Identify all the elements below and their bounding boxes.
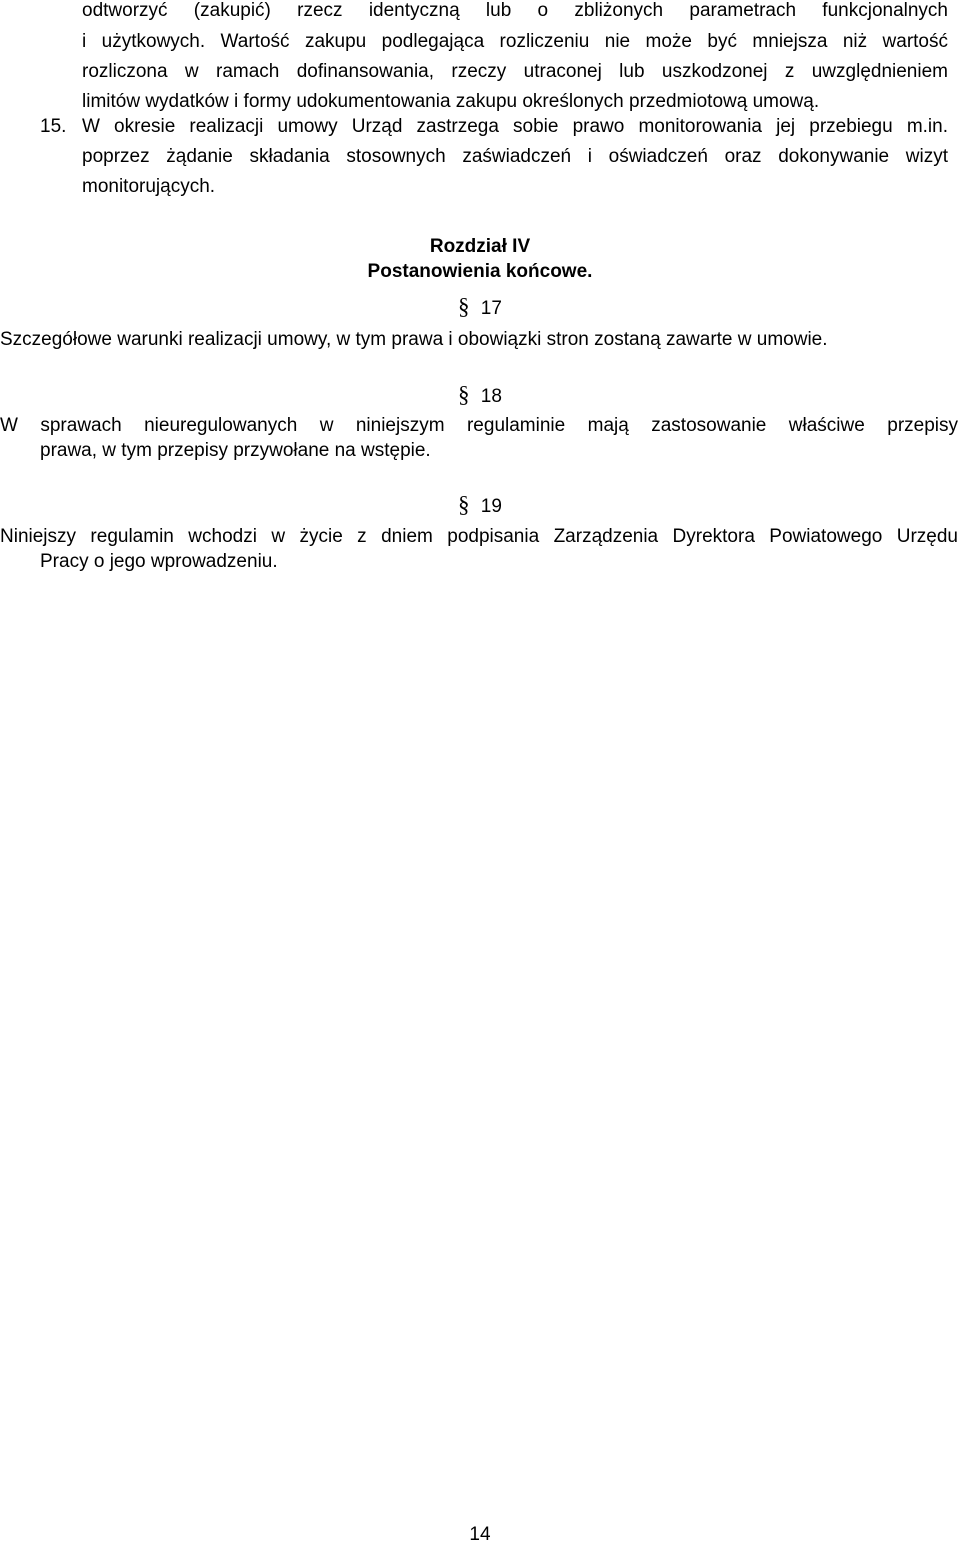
paragraph-14-line-2: i użytkowych. Wartość zakupu podlegająca rozliczeniu nie może być mniejsza niż wartość <box>82 31 948 52</box>
section-18-number: 18 <box>480 386 502 407</box>
paragraph-15-line-1: W okresie realizacji umowy Urząd zastrzega sobie prawo monitorowania jej przebiegu m.in. <box>82 116 948 137</box>
section-19-line-1: Niniejszy regulamin wchodzi w życie z dniem podpisania Zarządzenia Dyrektora Powiatowego Urzędu <box>0 526 958 547</box>
section-17-heading <box>458 294 502 320</box>
page-number: 14 <box>469 1524 491 1545</box>
section-18-line-1: W sprawach nieuregulowanych w niniejszym regulaminie mają zastosowanie właściwe przepisy <box>0 415 958 436</box>
section-19-line-2: Pracy o jego wprowadzeniu. <box>40 551 278 572</box>
paragraph-14-line-1: odtworzyć (zakupić) rzecz identyczną lub o zbliżonych parametrach funkcjonalnych <box>82 0 948 21</box>
paragraph-15-line-2: poprzez żądanie składania stosownych zaświadczeń i oświadczeń oraz dokonywanie wizyt <box>82 146 948 167</box>
section-17-number: 17 <box>480 298 502 319</box>
section-sign-icon: § <box>458 382 470 407</box>
chapter-title: Rozdział IV <box>429 236 531 257</box>
paragraph-15-number: 15. <box>40 116 67 137</box>
paragraph-14-line-3: rozliczona w ramach dofinansowania, rzeczy utraconej lub uszkodzonej z uwzględnieniem <box>82 61 948 82</box>
section-sign-icon: § <box>458 492 470 517</box>
section-18-line-2: prawa, w tym przepisy przywołane na wstępie. <box>40 440 431 461</box>
section-19-number: 19 <box>480 496 502 517</box>
section-19-heading <box>458 492 502 518</box>
section-17-text: Szczegółowe warunki realizacji umowy, w tym prawa i obowiązki stron zostaną zawarte w umowie. <box>0 329 828 350</box>
paragraph-14-line-4: limitów wydatków i formy udokumentowania zakupu określonych przedmiotową umową. <box>82 91 820 112</box>
chapter-subtitle: Postanowienia końcowe. <box>367 261 593 282</box>
paragraph-15-line-3: monitorujących. <box>82 176 216 197</box>
section-18-heading <box>458 382 502 408</box>
section-sign-icon: § <box>458 294 470 319</box>
